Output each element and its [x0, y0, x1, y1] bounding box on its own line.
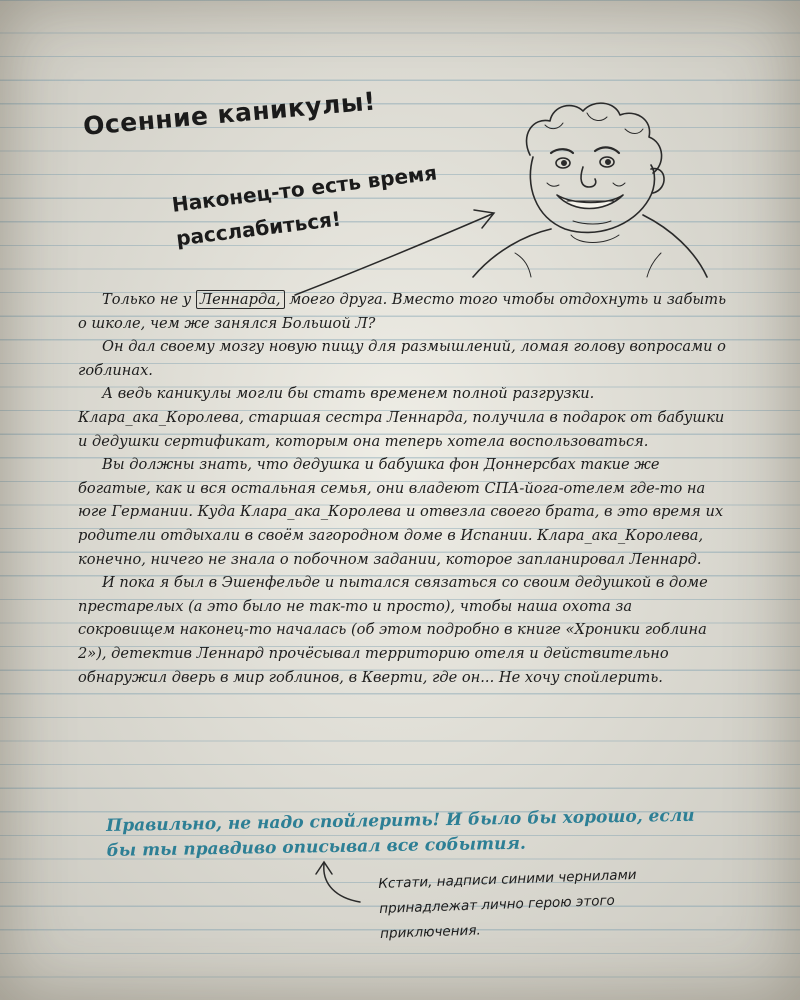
story-paragraph: А ведь каникулы могли бы стать временем полной разгрузки. Клара_ака_Королева, старшая сестра Леннарда, получила в подарок от бабушки и дедушки сертификат, которым она теперь хотела воспользоваться.: [78, 385, 725, 450]
story-text-span: моего друга. Вместо того чтобы отдохнуть и забыть о школе, чем же занялся Большой Л?: [78, 291, 727, 332]
story-paragraph: [78, 288, 728, 335]
side-note: Кстати, надписи синими чернилами принадлежат лично герою этого приключения.: [378, 866, 637, 942]
page-title: Осенние каникулы!: [82, 86, 377, 141]
story-text-span: Только не у: [102, 291, 196, 308]
story-paragraph: Вы должны знать, что дедушка и бабушка фон Доннерсбах такие же богатые, как и вся остальная семья, они владеют СПА-йога-отелем где-то на юге Германии. Куда Клара_ака_Королева и отвезла своего брата, в это время их родители отдыхали в своём загородном доме в Испании. Клара_ака_Королева, конечно, ничего не знала о побочном задании, которое запланировал Леннард.: [78, 456, 724, 568]
story-paragraph: Он дал своему мозгу новую пищу для размышлений, ломая голову вопросами о гоблинах.: [78, 338, 726, 379]
blue-ink-note: Правильно, не надо спойлерить! И было бы хорошо, если бы ты правдиво описывал все события.: [106, 805, 695, 861]
boy-portrait-sketch: [455, 95, 715, 280]
boxed-name-lennard: Леннарда,: [196, 290, 285, 309]
story-text: [78, 288, 728, 689]
page-subtitle: Наконец-то есть время расслабиться!: [170, 160, 439, 251]
story-paragraph: И пока я был в Эшенфельде и пытался связаться со своим дедушкой в доме престарелых (а это было не так-то и просто), чтобы наша охота за сокровищем наконец-то началась (об этом подробно в книге «Хроники гоблина 2»), детектив Леннард прочёсывал территорию отеля и действительно обнаружил дверь в мир гоблинов, в Кверти, где он... Не хочу спойлерить.: [78, 574, 708, 686]
